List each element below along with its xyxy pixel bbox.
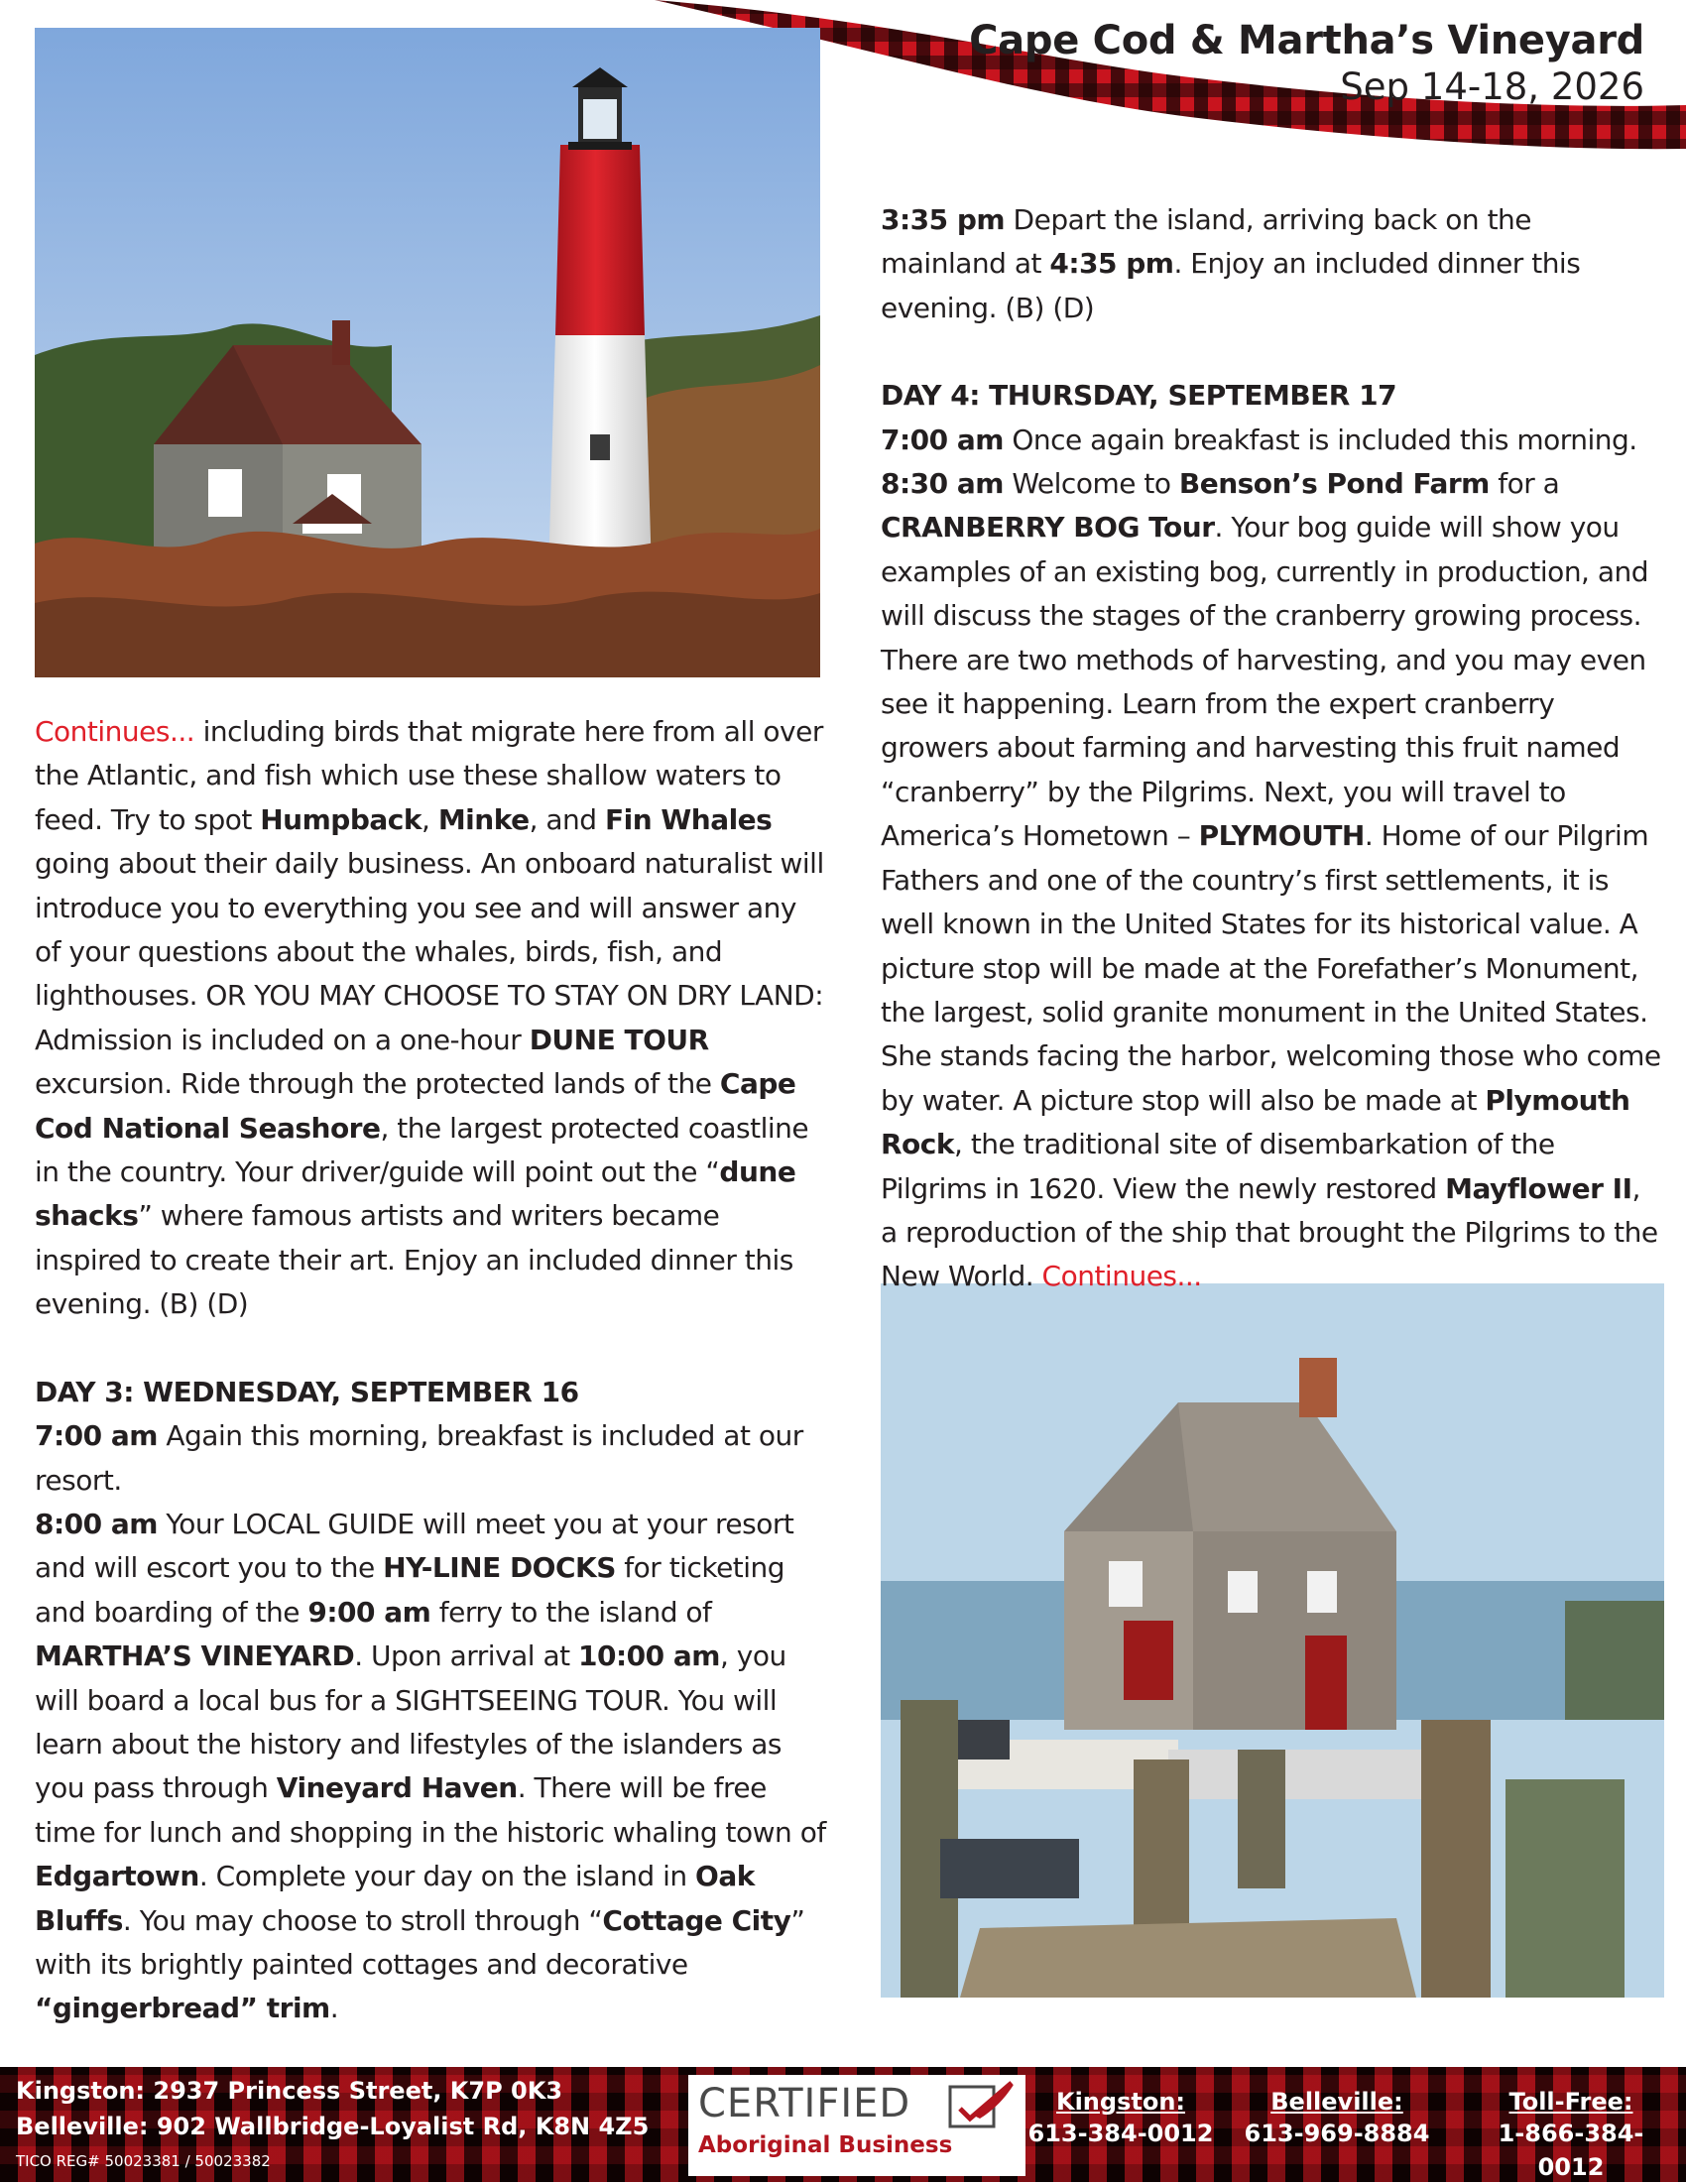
text: ferry to the island of bbox=[430, 1595, 712, 1629]
day4-itinerary bbox=[881, 462, 1664, 1299]
text: . Complete your day on the island in bbox=[198, 1860, 696, 1893]
phone-belleville[interactable] bbox=[1238, 2087, 1436, 2150]
text: Depart the island, arriving back on the mainland at bbox=[881, 203, 1532, 281]
lighthouse-photo bbox=[35, 28, 820, 677]
phone-number[interactable]: 613-384-0012 bbox=[1027, 2120, 1214, 2147]
national-seashore: Cape Cod National Seashore bbox=[35, 1067, 796, 1145]
day3-heading: DAY 3: WEDNESDAY, SEPTEMBER 16 bbox=[35, 1375, 579, 1408]
text: . Enjoy an included dinner this evening. (B) (D) bbox=[881, 247, 1581, 324]
text: for a bbox=[1489, 467, 1560, 501]
time: 7:00 am bbox=[881, 423, 1004, 456]
tico-registration: TICO REG# 50023381 / 50023382 bbox=[16, 2152, 271, 2170]
whale-minke: Minke bbox=[437, 802, 530, 836]
phone-number[interactable]: 1-866-384-0012 bbox=[1498, 2120, 1644, 2181]
dune-tour: DUNE TOUR bbox=[529, 1023, 709, 1056]
mayflower-ii: Mayflower II bbox=[1445, 1171, 1632, 1205]
text: for ticketing and boarding of the bbox=[35, 1551, 785, 1629]
time: 10:00 am bbox=[578, 1639, 720, 1673]
text: . You may choose to stroll through “ bbox=[122, 1903, 603, 1937]
day3-itinerary bbox=[35, 1503, 828, 2031]
right-column bbox=[881, 198, 1664, 1299]
text: going about their daily business. An onboard naturalist will introduce you to everything you see and will answer any of your questions about the whales, birds, fish, and lighthouses. OR YOU MAY CHOOSE TO STAY ON DRY LAND: Admission is included on a one-hour bbox=[35, 847, 824, 1056]
day4-breakfast bbox=[881, 419, 1664, 462]
left-column bbox=[35, 710, 828, 2031]
plymouth: PLYMOUTH bbox=[1198, 819, 1365, 853]
time: 4:35 pm bbox=[1049, 247, 1174, 281]
phone-kingston[interactable] bbox=[1022, 2087, 1220, 2150]
text: , a reproduction of the ship that brought the Pilgrims to the New World. bbox=[881, 1171, 1658, 1293]
text: , the largest protected coastline in the country. Your driver/guide will point out the “ bbox=[35, 1111, 809, 1189]
phone-number[interactable]: 613-969-8884 bbox=[1244, 2120, 1430, 2147]
text: . Upon arrival at bbox=[354, 1639, 579, 1673]
time: 3:35 pm bbox=[881, 203, 1006, 236]
vineyard-haven: Vineyard Haven bbox=[276, 1771, 518, 1805]
marthas-vineyard: MARTHA’S VINEYARD bbox=[35, 1639, 355, 1673]
text: . There will be free time for lunch and shopping in the historic whaling town of bbox=[35, 1771, 826, 1849]
text: , the traditional site of disembarkation of the Pilgrims in 1620. View the newly restored bbox=[881, 1128, 1555, 1205]
text: Your LOCAL GUIDE will meet you at your resort and will escort you to the bbox=[35, 1507, 794, 1585]
continues-label: Continues... bbox=[35, 715, 195, 748]
cranberry-bog-tour: CRANBERRY BOG Tour bbox=[881, 511, 1215, 545]
day3-breakfast bbox=[35, 1414, 828, 1503]
dune-shacks: dune shacks bbox=[35, 1155, 796, 1233]
kingston-address: Kingston: 2937 Princess Street, K7P 0K3 bbox=[16, 2077, 563, 2105]
oak-bluffs: Oak Bluffs bbox=[35, 1860, 755, 1937]
text: Welcome to bbox=[1003, 467, 1179, 501]
text: including birds that migrate here from all over the Atlantic, and fish which use these shallow waters to feed. Try to spot bbox=[35, 715, 823, 836]
hy-line-docks: HY-LINE DOCKS bbox=[383, 1551, 616, 1585]
text: . Home of our Pilgrim Fathers and one of the country’s first settlements, it is well known in the United States for its historical value. A picture stop will be made at the Forefather’s Monument, the largest, solid granite monument in the United States. She stands facing the harbor, welcoming those who come by water. A picture stop will also be made at bbox=[881, 819, 1661, 1117]
text: Again this morning, breakfast is included at our resort. bbox=[35, 1419, 803, 1497]
text: . bbox=[329, 1992, 339, 2025]
continues-link[interactable]: Continues... bbox=[1041, 1260, 1202, 1293]
phone-label: Toll-Free: bbox=[1508, 2088, 1633, 2116]
feather-check-icon bbox=[946, 2079, 1018, 2134]
depart-island bbox=[881, 198, 1664, 330]
text: Once again breakfast is included this morning. bbox=[1003, 423, 1637, 456]
whale-humpback: Humpback bbox=[260, 802, 422, 836]
cottage-city: Cottage City bbox=[602, 1903, 791, 1937]
text: , and bbox=[529, 802, 605, 836]
whale-watch-paragraph bbox=[35, 710, 828, 1327]
time: 8:00 am bbox=[35, 1507, 158, 1540]
phone-toll-free[interactable] bbox=[1466, 2087, 1676, 2184]
time: 7:00 am bbox=[35, 1419, 158, 1453]
day4-heading: DAY 4: THURSDAY, SEPTEMBER 17 bbox=[881, 379, 1397, 413]
text: . Your bog guide will show you examples of an existing bog, currently in production, and will discuss the stages of the cranberry growing process. There are two methods of harvesting, and you may even see it happening. Learn from the expert cranberry growers about farming and harvesting this fruit named “cranberry” by the Pilgrims. Next, you will travel to America’s Hometown – bbox=[881, 511, 1649, 853]
whale-fin: Fin Whales bbox=[604, 802, 773, 836]
plymouth-rock: Plymouth Rock bbox=[881, 1083, 1630, 1161]
text: , you will board a local bus for a SIGHTSEEING TOUR. You will learn about the history and lifestyles of the islanders as you pass through bbox=[35, 1639, 786, 1805]
edgartown: Edgartown bbox=[35, 1860, 199, 1893]
text: excursion. Ride through the protected lands of the bbox=[35, 1067, 720, 1101]
aboriginal-business-label: Aboriginal Business bbox=[698, 2132, 953, 2158]
bensons-pond-farm: Benson’s Pond Farm bbox=[1178, 467, 1490, 501]
time: 8:30 am bbox=[881, 467, 1004, 501]
tour-title: Cape Cod & Martha’s Vineyard bbox=[969, 18, 1644, 63]
phone-label: Belleville: bbox=[1270, 2088, 1403, 2116]
phone-label: Kingston: bbox=[1055, 2088, 1186, 2116]
certified-aboriginal-logo bbox=[688, 2075, 1025, 2176]
footer-bar bbox=[0, 2067, 1686, 2182]
belleville-address: Belleville: 902 Wallbridge-Loyalist Rd, K8N 4Z5 bbox=[16, 2113, 650, 2140]
tour-dates: Sep 14-18, 2026 bbox=[1340, 65, 1644, 108]
gingerbread-trim: “gingerbread” trim bbox=[35, 1992, 330, 2025]
text: ” where famous artists and writers became inspired to create their art. Enjoy an included dinner this evening. (B) (D) bbox=[35, 1199, 793, 1321]
text: ” with its brightly painted cottages and decorative bbox=[35, 1903, 805, 1981]
text: , bbox=[422, 802, 438, 836]
harbor-house-photo bbox=[881, 1283, 1664, 1998]
certified-word: CERTIFIED bbox=[698, 2081, 911, 2126]
time: 9:00 am bbox=[307, 1595, 431, 1629]
